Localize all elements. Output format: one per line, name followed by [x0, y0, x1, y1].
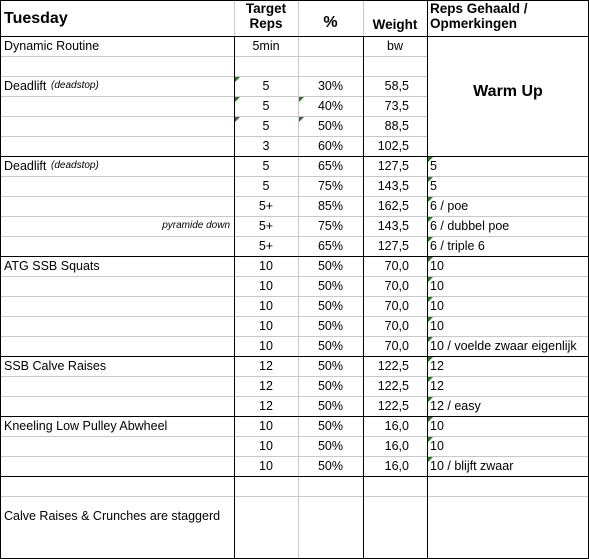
- set-percent[interactable]: 30%: [317, 79, 344, 93]
- comment-marker-icon: [235, 117, 240, 122]
- set-result[interactable]: 10: [430, 419, 444, 433]
- set-percent[interactable]: 50%: [317, 459, 344, 473]
- set-result[interactable]: 10 / blijft zwaar: [430, 459, 514, 473]
- comment-marker-icon: [428, 177, 433, 182]
- set-weight[interactable]: 70,0: [384, 279, 409, 293]
- gridline-horizontal: [0, 436, 589, 437]
- header-notes-line2[interactable]: Opmerkingen: [430, 16, 518, 31]
- footer-note[interactable]: Calve Raises & Crunches are staggerd: [4, 509, 221, 523]
- exercise-name[interactable]: Deadlift: [4, 159, 47, 173]
- gridline-vertical: [363, 0, 364, 36]
- set-result[interactable]: 10: [430, 439, 444, 453]
- set-weight[interactable]: 143,5: [377, 219, 409, 233]
- comment-marker-icon: [428, 337, 433, 342]
- set-target-reps[interactable]: 5+: [258, 219, 274, 233]
- set-weight[interactable]: 143,5: [377, 179, 409, 193]
- gridline-horizontal: [0, 356, 589, 357]
- set-percent[interactable]: 50%: [317, 399, 344, 413]
- set-result[interactable]: 6 / poe: [430, 199, 469, 213]
- set-weight[interactable]: 16,0: [384, 439, 409, 453]
- comment-marker-icon: [428, 197, 433, 202]
- set-percent[interactable]: 65%: [317, 239, 344, 253]
- exercise-name[interactable]: SSB Calve Raises: [4, 359, 107, 373]
- header-target-reps-line2[interactable]: Reps: [249, 16, 283, 31]
- set-note[interactable]: pyramide down: [162, 220, 230, 231]
- comment-marker-icon: [428, 217, 433, 222]
- gridline-horizontal: [0, 416, 589, 417]
- set-percent[interactable]: 75%: [317, 219, 344, 233]
- set-weight[interactable]: 70,0: [384, 259, 409, 273]
- set-weight[interactable]: 88,5: [384, 119, 409, 133]
- gridline-vertical: [0, 0, 1, 559]
- exercise-qualifier[interactable]: (deadstop): [51, 160, 99, 171]
- exercise-name[interactable]: Deadlift: [4, 79, 47, 93]
- comment-marker-icon: [428, 257, 433, 262]
- set-percent[interactable]: 85%: [317, 199, 344, 213]
- gridline-vertical: [234, 0, 235, 36]
- comment-marker-icon: [299, 97, 304, 102]
- gridline-horizontal: [0, 0, 589, 1]
- set-percent[interactable]: 50%: [317, 319, 344, 333]
- header-day[interactable]: Tuesday: [4, 10, 68, 27]
- set-percent[interactable]: 50%: [317, 279, 344, 293]
- set-weight[interactable]: 70,0: [384, 299, 409, 313]
- set-target-reps[interactable]: 10: [259, 439, 273, 453]
- dynamic-routine-weight[interactable]: bw: [387, 39, 403, 53]
- gridline-horizontal: [0, 296, 589, 297]
- set-result[interactable]: 10: [430, 259, 444, 273]
- set-weight[interactable]: 127,5: [377, 159, 409, 173]
- set-result[interactable]: 6 / triple 6: [430, 239, 485, 253]
- comment-marker-icon: [428, 297, 433, 302]
- set-target-reps[interactable]: 5: [262, 159, 270, 173]
- comment-marker-icon: [428, 397, 433, 402]
- set-target-reps[interactable]: 5: [262, 99, 270, 113]
- comment-marker-icon: [428, 357, 433, 362]
- header-target-reps-line1[interactable]: Target: [245, 1, 287, 16]
- set-target-reps[interactable]: 3: [262, 139, 270, 153]
- set-result[interactable]: 12: [430, 359, 444, 373]
- set-weight[interactable]: 122,5: [377, 379, 409, 393]
- set-target-reps[interactable]: 10: [259, 259, 273, 273]
- set-percent[interactable]: 75%: [317, 179, 344, 193]
- set-result[interactable]: 5: [430, 159, 437, 173]
- gridline-horizontal: [0, 396, 589, 397]
- set-percent[interactable]: 50%: [317, 379, 344, 393]
- gridline-horizontal: [0, 236, 589, 237]
- gridline-vertical: [234, 36, 235, 558]
- comment-marker-icon: [428, 157, 433, 162]
- comment-marker-icon: [428, 417, 433, 422]
- gridline-horizontal: [0, 216, 589, 217]
- comment-marker-icon: [235, 77, 240, 82]
- comment-marker-icon: [428, 277, 433, 282]
- set-weight[interactable]: 102,5: [377, 139, 409, 153]
- set-target-reps[interactable]: 10: [259, 299, 273, 313]
- set-weight[interactable]: 16,0: [384, 459, 409, 473]
- set-weight[interactable]: 73,5: [384, 99, 409, 113]
- gridline-horizontal: [0, 336, 589, 337]
- dynamic-routine-name[interactable]: Dynamic Routine: [4, 39, 100, 53]
- gridline-vertical: [427, 0, 428, 558]
- set-result[interactable]: 10: [430, 299, 444, 313]
- warmup-label[interactable]: Warm Up: [473, 83, 543, 100]
- set-result[interactable]: 10: [430, 319, 444, 333]
- comment-marker-icon: [428, 437, 433, 442]
- set-target-reps[interactable]: 10: [259, 419, 273, 433]
- set-percent[interactable]: 50%: [317, 119, 344, 133]
- comment-marker-icon: [428, 457, 433, 462]
- set-percent[interactable]: 50%: [317, 419, 344, 433]
- comment-marker-icon: [428, 317, 433, 322]
- gridline-vertical: [298, 0, 299, 36]
- set-weight[interactable]: 70,0: [384, 319, 409, 333]
- set-weight[interactable]: 122,5: [377, 399, 409, 413]
- gridline-horizontal: [0, 156, 589, 157]
- gridline-horizontal: [0, 196, 589, 197]
- set-result[interactable]: 6 / dubbel poe: [430, 219, 510, 233]
- gridline-vertical: [363, 36, 364, 558]
- set-weight[interactable]: 70,0: [384, 339, 409, 353]
- set-target-reps[interactable]: 5: [262, 119, 270, 133]
- header-percent[interactable]: %: [323, 14, 338, 31]
- comment-marker-icon: [235, 97, 240, 102]
- header-weight[interactable]: Weight: [372, 17, 418, 32]
- set-percent[interactable]: 50%: [317, 339, 344, 353]
- comment-marker-icon: [428, 377, 433, 382]
- comment-marker-icon: [428, 237, 433, 242]
- gridline-horizontal: [0, 256, 589, 257]
- gridline-horizontal: [0, 276, 589, 277]
- set-result[interactable]: 10 / voelde zwaar eigenlijk: [430, 339, 577, 353]
- set-target-reps[interactable]: 5+: [258, 239, 274, 253]
- set-weight[interactable]: 162,5: [377, 199, 409, 213]
- gridline-horizontal: [0, 176, 589, 177]
- set-weight[interactable]: 122,5: [377, 359, 409, 373]
- gridline-horizontal: [0, 456, 589, 457]
- set-result[interactable]: 12 / easy: [430, 399, 481, 413]
- set-percent[interactable]: 50%: [317, 359, 344, 373]
- gridline-vertical: [298, 36, 299, 558]
- set-target-reps[interactable]: 10: [259, 339, 273, 353]
- set-weight[interactable]: 127,5: [377, 239, 409, 253]
- set-percent[interactable]: 50%: [317, 439, 344, 453]
- dynamic-routine-reps[interactable]: 5min: [252, 39, 280, 53]
- exercise-name[interactable]: ATG SSB Squats: [4, 259, 100, 273]
- set-weight[interactable]: 58,5: [384, 79, 409, 93]
- set-result[interactable]: 12: [430, 379, 444, 393]
- set-percent[interactable]: 50%: [317, 259, 344, 273]
- set-target-reps[interactable]: 10: [259, 279, 273, 293]
- set-result[interactable]: 10: [430, 279, 444, 293]
- set-percent[interactable]: 50%: [317, 299, 344, 313]
- set-percent[interactable]: 60%: [317, 139, 344, 153]
- set-weight[interactable]: 16,0: [384, 419, 409, 433]
- set-target-reps[interactable]: 5: [262, 79, 270, 93]
- set-percent[interactable]: 40%: [317, 99, 344, 113]
- exercise-name[interactable]: Kneeling Low Pulley Abwheel: [4, 419, 168, 433]
- gridline-horizontal: [0, 376, 589, 377]
- set-target-reps[interactable]: 10: [259, 459, 273, 473]
- set-target-reps[interactable]: 5+: [258, 199, 274, 213]
- gridline-horizontal: [427, 36, 589, 37]
- gridline-horizontal: [0, 316, 589, 317]
- set-percent[interactable]: 65%: [317, 159, 344, 173]
- set-target-reps[interactable]: 10: [259, 319, 273, 333]
- set-target-reps[interactable]: 12: [259, 379, 273, 393]
- set-target-reps[interactable]: 12: [259, 359, 273, 373]
- comment-marker-icon: [299, 117, 304, 122]
- gridline-horizontal: [0, 476, 589, 477]
- exercise-qualifier[interactable]: (deadstop): [51, 80, 99, 91]
- set-target-reps[interactable]: 12: [259, 399, 273, 413]
- set-target-reps[interactable]: 5: [262, 179, 270, 193]
- set-result[interactable]: 5: [430, 179, 437, 193]
- gridline-horizontal: [0, 496, 589, 497]
- header-notes-line1[interactable]: Reps Gehaald /: [430, 1, 528, 16]
